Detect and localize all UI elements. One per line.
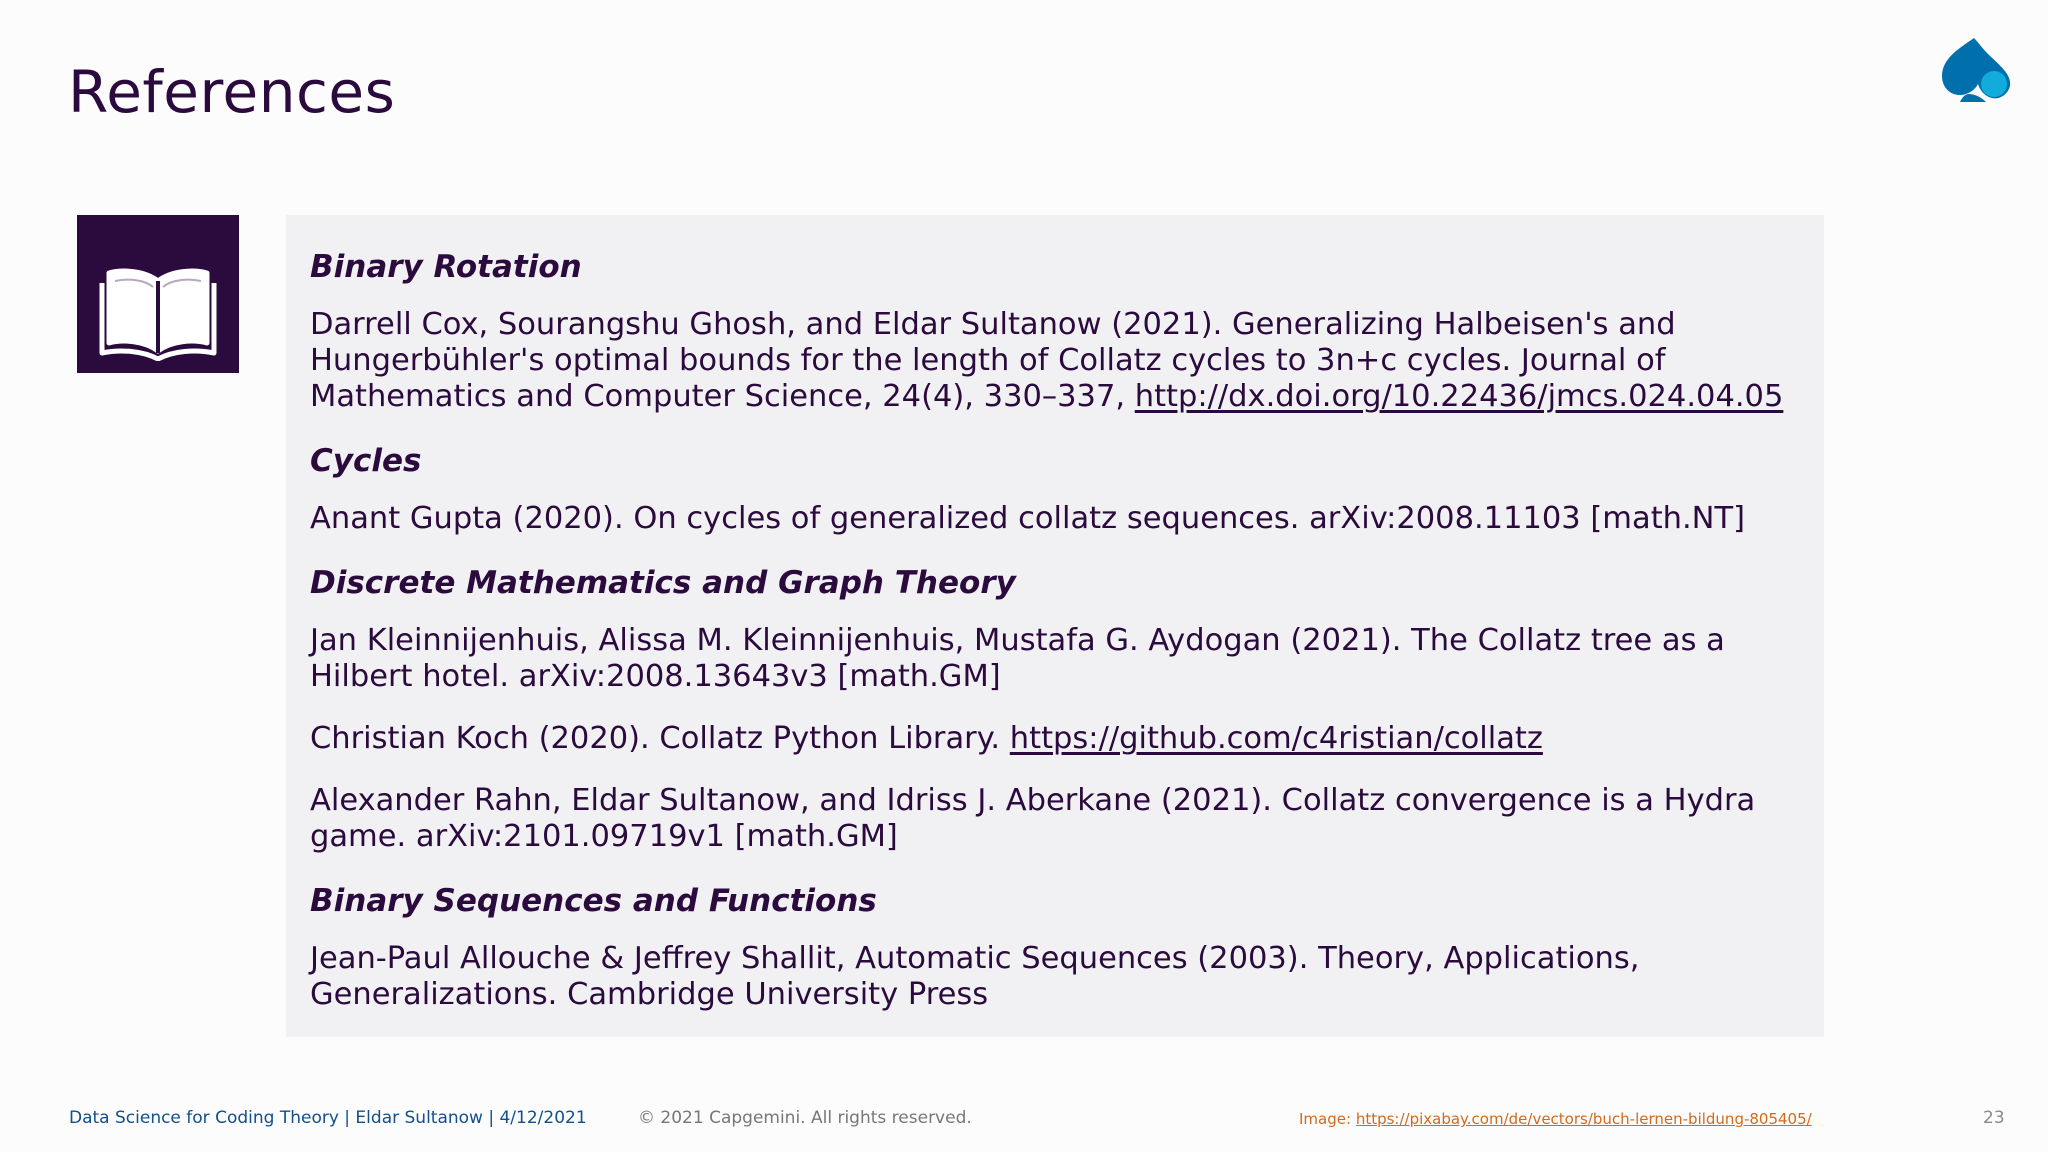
open-book-icon	[97, 267, 219, 361]
reference-text: Anant Gupta (2020). On cycles of generalized collatz sequences. arXiv:2008.11103 [math.NT]	[310, 501, 1746, 536]
section-heading-cycles: Cycles	[310, 443, 422, 479]
image-source-link[interactable]: https://pixabay.com/de/vectors/buch-lernen-bildung-805405/	[1355, 1110, 1812, 1128]
reference-text: Christian Koch (2020). Collatz Python Library.	[310, 721, 1010, 756]
slide-title: References	[68, 58, 396, 126]
footer-presentation-info: Data Science for Coding Theory | Eldar Sultanow | 4/12/2021	[69, 1108, 587, 1128]
reference-entry	[310, 501, 1800, 537]
section-heading-discrete-math: Discrete Mathematics and Graph Theory	[310, 565, 1016, 601]
page-number: 23	[1983, 1108, 2005, 1128]
reference-entry	[310, 623, 1800, 695]
reference-text: Alexander Rahn, Eldar Sultanow, and Idriss J. Aberkane (2021). Collatz convergence is a Hydra game. arXiv:2101.09719v1 [math.GM]	[310, 783, 1756, 854]
references-panel	[286, 215, 1824, 1037]
capgemini-spade-logo	[1938, 34, 2014, 102]
reference-entry	[310, 721, 1800, 757]
reference-entry	[310, 307, 1800, 415]
github-link[interactable]: https://github.com/c4ristian/collatz	[1009, 721, 1543, 756]
reference-text: Darrell Cox, Sourangshu Ghosh, and Eldar Sultanow (2021). Generalizing Halbeisen's and Hungerbühler's optimal bounds for the length of Collatz cycles to 3n+c cycles. Journal of Mathematics and Computer Science, 24(4), 330–337,	[310, 307, 1676, 414]
section-heading-binary-rotation: Binary Rotation	[310, 249, 582, 285]
reference-text: Jan Kleinnijenhuis, Alissa M. Kleinnijenhuis, Mustafa G. Aydogan (2021). The Collatz tree as a Hilbert hotel. arXiv:2008.13643v3 [math.GM]	[310, 623, 1725, 694]
reference-text: Jean-Paul Allouche & Jeffrey Shallit, Automatic Sequences (2003). Theory, Applications, Generalizations. Cambridge University Press	[310, 941, 1640, 1012]
footer-image-credit	[1299, 1110, 1812, 1128]
doi-link[interactable]: http://dx.doi.org/10.22436/jmcs.024.04.05	[1134, 379, 1784, 414]
reference-entry	[310, 941, 1800, 1013]
section-heading-binary-sequences: Binary Sequences and Functions	[310, 883, 877, 919]
image-credit-label: Image:	[1299, 1110, 1356, 1128]
reference-entry	[310, 783, 1800, 855]
footer-copyright: © 2021 Capgemini. All rights reserved.	[638, 1108, 972, 1128]
book-image-tile	[77, 215, 239, 373]
